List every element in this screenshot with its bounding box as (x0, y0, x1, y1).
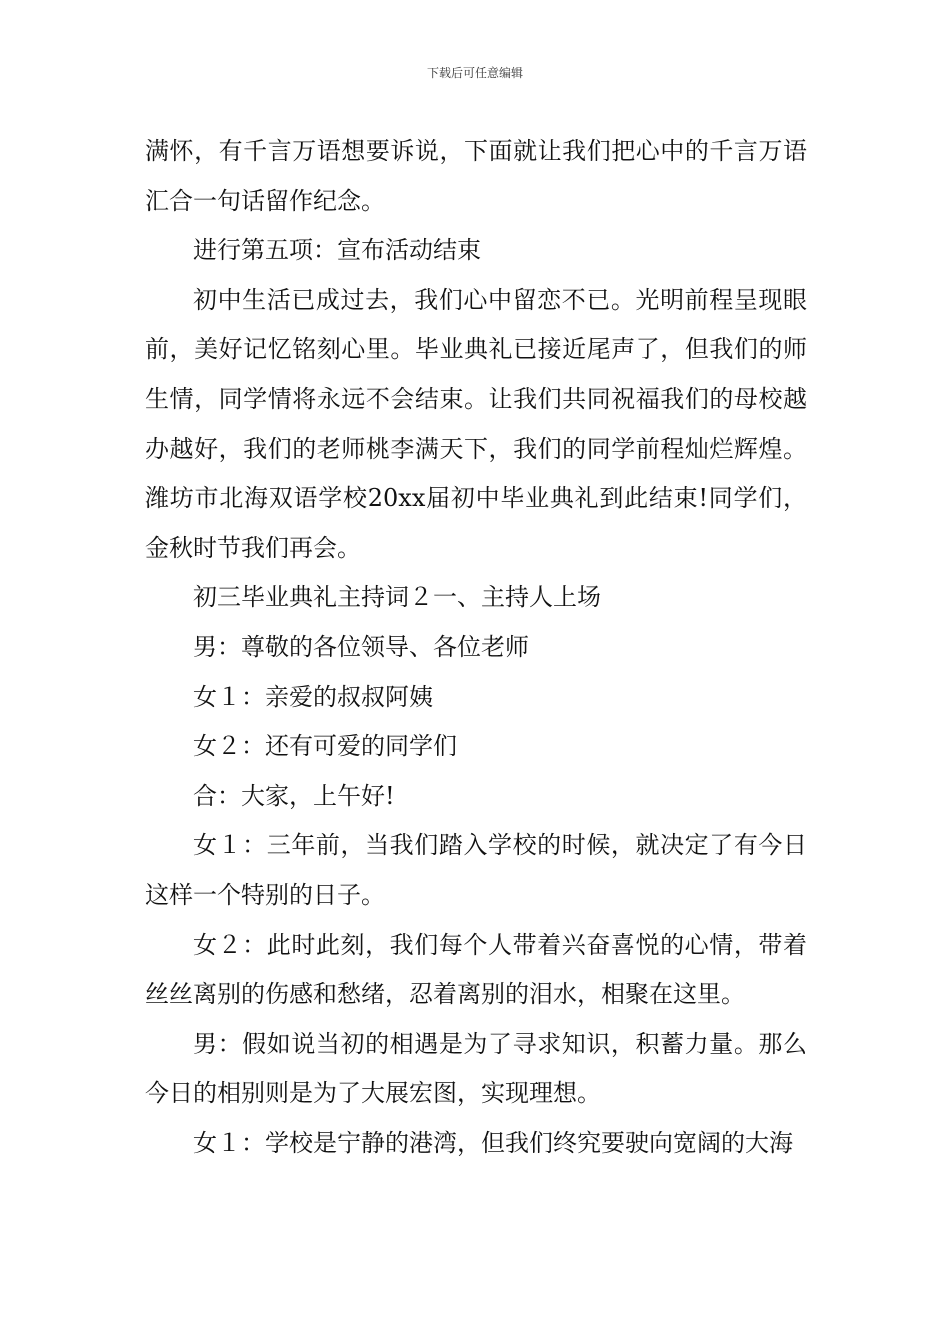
paragraph: 初中生活已成过去，我们心中留恋不已。光明前程呈现眼前，美好记忆铭刻心里。毕业典礼已接近尾声了，但我们的师生情，同学情将永远不会结束。让我们共同祝福我们的母校越办越好，我们的老师桃李满天下，我们的同学前程灿烂辉煌。潍坊市北海双语学校20xx届初中毕业典礼到此结束!同学们，金秋时节我们再会。 (145, 285, 807, 562)
paragraph: 女１：三年前，当我们踏入学校的时候，就决定了有今日这样一个特别的日子。 (145, 831, 807, 909)
paragraph: 女１：亲爱的叔叔阿姨 (193, 682, 433, 711)
paragraph: 男：尊敬的各位领导、各位老师 (193, 632, 529, 661)
paragraph: 初三毕业典礼主持词２一、主持人上场 (193, 583, 601, 612)
paragraph: 男：假如说当初的相遇是为了寻求知识，积蓄力量。那么今日的相别则是为了大展宏图，实现理想。 (145, 1029, 807, 1108)
paragraph: 进行第五项：宣布活动结束 (193, 236, 481, 265)
paragraph-continuation: 满怀，有千言万语想要诉说，下面就让我们把心中的千言万语汇合一句话留作纪念。 (145, 137, 807, 215)
paragraph: 合：大家，上午好! (193, 781, 395, 810)
paragraph: 女２：还有可爱的同学们 (193, 732, 457, 761)
paragraph: 女２：此时此刻，我们每个人带着兴奋喜悦的心情，带着丝丝离别的伤感和愁绪，忍着离别的泪水，相聚在这里。 (145, 930, 807, 1009)
paragraph: 女１：学校是宁静的港湾，但我们终究要驶向宽阔的大海 (193, 1128, 793, 1157)
page-header: 下载后可任意编辑 (426, 66, 523, 80)
document-body (145, 127, 807, 1168)
